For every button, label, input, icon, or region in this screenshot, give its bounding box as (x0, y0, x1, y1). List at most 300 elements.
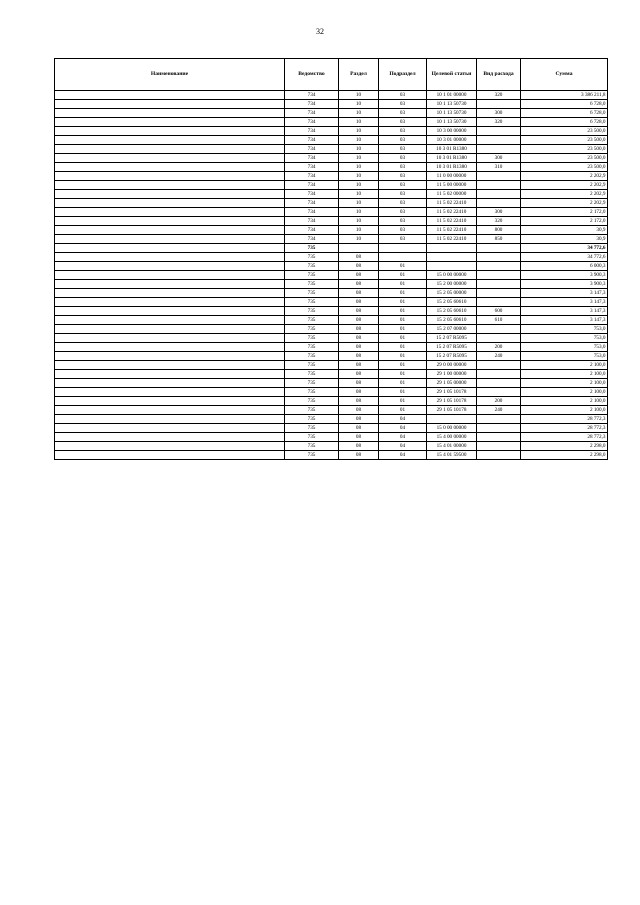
cell-subsection: 03 (379, 226, 427, 235)
cell-name (55, 100, 285, 109)
table-row (55, 289, 608, 298)
cell-expense-type (477, 190, 521, 199)
cell-sum: 6 728,0 (521, 118, 608, 127)
cell-ministry: 735 (285, 352, 339, 361)
table-row (55, 325, 608, 334)
cell-sum: 3 900,3 (521, 271, 608, 280)
cell-name (55, 406, 285, 415)
cell-name (55, 271, 285, 280)
cell-expense-type (477, 442, 521, 451)
cell-section: 10 (339, 172, 379, 181)
page-number: 32 (316, 27, 324, 36)
cell-ministry: 735 (285, 253, 339, 262)
cell-target: 29 1 00 00000 (427, 370, 477, 379)
cell-sum: 3 900,3 (521, 280, 608, 289)
cell-sum: 6 728,0 (521, 100, 608, 109)
cell-sum: 2 202,9 (521, 172, 608, 181)
cell-expense-type: 600 (477, 307, 521, 316)
table-row (55, 388, 608, 397)
cell-sum: 3 147,3 (521, 307, 608, 316)
cell-target: 10 1 13 50730 (427, 109, 477, 118)
cell-section (339, 244, 379, 253)
cell-target: 15 2 05 60610 (427, 307, 477, 316)
cell-sum: 3 147,3 (521, 316, 608, 325)
cell-name (55, 442, 285, 451)
cell-expense-type: 240 (477, 406, 521, 415)
cell-section: 08 (339, 379, 379, 388)
cell-ministry: 734 (285, 235, 339, 244)
cell-name (55, 91, 285, 100)
cell-ministry: 734 (285, 172, 339, 181)
cell-section: 10 (339, 217, 379, 226)
cell-subsection (379, 253, 427, 262)
cell-ministry: 734 (285, 91, 339, 100)
cell-section: 08 (339, 253, 379, 262)
cell-section: 08 (339, 298, 379, 307)
cell-ministry: 735 (285, 316, 339, 325)
table-body (55, 91, 608, 460)
cell-section: 08 (339, 334, 379, 343)
cell-subsection: 01 (379, 361, 427, 370)
cell-subsection: 03 (379, 199, 427, 208)
cell-expense-type: 300 (477, 109, 521, 118)
table-row (55, 190, 608, 199)
cell-section: 08 (339, 325, 379, 334)
cell-sum: 23 500,0 (521, 145, 608, 154)
cell-section: 08 (339, 280, 379, 289)
cell-section: 10 (339, 91, 379, 100)
cell-name (55, 253, 285, 262)
cell-section: 08 (339, 307, 379, 316)
cell-expense-type (477, 334, 521, 343)
cell-sum: 753,0 (521, 325, 608, 334)
cell-ministry: 734 (285, 208, 339, 217)
cell-section: 08 (339, 271, 379, 280)
table-row (55, 451, 608, 460)
cell-name (55, 154, 285, 163)
table-row (55, 307, 608, 316)
cell-section: 10 (339, 109, 379, 118)
cell-target: 15 2 07 R5095 (427, 352, 477, 361)
cell-expense-type (477, 424, 521, 433)
cell-expense-type: 300 (477, 154, 521, 163)
cell-section: 10 (339, 190, 379, 199)
cell-subsection: 03 (379, 217, 427, 226)
cell-sum: 34 772,6 (521, 244, 608, 253)
table-row (55, 181, 608, 190)
header-section: Раздел (339, 59, 379, 91)
cell-expense-type (477, 271, 521, 280)
cell-subsection: 03 (379, 235, 427, 244)
cell-expense-type (477, 181, 521, 190)
cell-target (427, 415, 477, 424)
cell-section: 08 (339, 343, 379, 352)
cell-section: 08 (339, 424, 379, 433)
cell-sum: 2 202,9 (521, 199, 608, 208)
cell-expense-type (477, 136, 521, 145)
cell-subsection: 01 (379, 334, 427, 343)
cell-name (55, 190, 285, 199)
cell-name (55, 280, 285, 289)
cell-target: 15 4 01 00000 (427, 442, 477, 451)
cell-subsection: 01 (379, 352, 427, 361)
table-row (55, 154, 608, 163)
header-expense-type: Вид расхода (477, 59, 521, 91)
cell-sum: 2 172,0 (521, 217, 608, 226)
cell-section: 08 (339, 289, 379, 298)
cell-subsection: 03 (379, 181, 427, 190)
cell-ministry: 735 (285, 280, 339, 289)
cell-name (55, 316, 285, 325)
cell-target: 11 5 02 22410 (427, 226, 477, 235)
cell-subsection: 04 (379, 451, 427, 460)
cell-expense-type: 200 (477, 397, 521, 406)
cell-target: 15 0 00 00000 (427, 424, 477, 433)
cell-ministry: 735 (285, 262, 339, 271)
cell-target: 29 1 05 10178 (427, 406, 477, 415)
table-row (55, 370, 608, 379)
cell-ministry: 734 (285, 190, 339, 199)
cell-ministry: 735 (285, 424, 339, 433)
header-name: Наименование (55, 59, 285, 91)
cell-section: 10 (339, 100, 379, 109)
cell-expense-type (477, 127, 521, 136)
table-row (55, 433, 608, 442)
cell-sum: 2 298,0 (521, 442, 608, 451)
cell-expense-type: 320 (477, 91, 521, 100)
cell-target: 29 1 05 00000 (427, 379, 477, 388)
table-row (55, 253, 608, 262)
cell-expense-type: 310 (477, 163, 521, 172)
cell-expense-type (477, 388, 521, 397)
cell-sum: 753,0 (521, 343, 608, 352)
cell-expense-type (477, 280, 521, 289)
cell-ministry: 735 (285, 406, 339, 415)
cell-name (55, 433, 285, 442)
cell-subsection (379, 244, 427, 253)
cell-target: 11 5 02 00000 (427, 190, 477, 199)
cell-ministry: 735 (285, 415, 339, 424)
cell-ministry: 734 (285, 145, 339, 154)
cell-ministry: 735 (285, 397, 339, 406)
cell-subsection: 01 (379, 316, 427, 325)
cell-subsection: 03 (379, 172, 427, 181)
cell-target: 15 0 00 00000 (427, 271, 477, 280)
cell-name (55, 262, 285, 271)
cell-ministry: 734 (285, 109, 339, 118)
cell-target: 11 5 00 00000 (427, 181, 477, 190)
cell-target: 11 5 02 22410 (427, 208, 477, 217)
cell-name (55, 289, 285, 298)
cell-name (55, 244, 285, 253)
budget-table (54, 58, 608, 460)
table-row (55, 145, 608, 154)
cell-ministry: 735 (285, 442, 339, 451)
cell-subsection: 01 (379, 388, 427, 397)
cell-ministry: 735 (285, 370, 339, 379)
cell-sum: 23 500,0 (521, 154, 608, 163)
cell-subsection: 03 (379, 127, 427, 136)
cell-subsection: 03 (379, 190, 427, 199)
table-header-row (55, 59, 608, 91)
cell-name (55, 415, 285, 424)
cell-subsection: 04 (379, 424, 427, 433)
cell-subsection: 01 (379, 343, 427, 352)
cell-ministry: 735 (285, 289, 339, 298)
table-row (55, 361, 608, 370)
table-row (55, 118, 608, 127)
cell-expense-type (477, 379, 521, 388)
cell-sum: 2 100,0 (521, 388, 608, 397)
cell-name (55, 370, 285, 379)
cell-name (55, 163, 285, 172)
cell-target: 29 1 05 10178 (427, 397, 477, 406)
cell-target: 15 2 07 R5095 (427, 334, 477, 343)
cell-sum: 2 202,9 (521, 181, 608, 190)
cell-sum: 3 147,3 (521, 289, 608, 298)
table-row (55, 397, 608, 406)
table-row (55, 136, 608, 145)
table-row (55, 280, 608, 289)
header-target: Целевой статьи (427, 59, 477, 91)
table-row (55, 271, 608, 280)
table-row (55, 100, 608, 109)
cell-subsection: 03 (379, 145, 427, 154)
cell-expense-type (477, 145, 521, 154)
table-row (55, 262, 608, 271)
cell-subsection: 03 (379, 118, 427, 127)
header-subsection: Подраздел (379, 59, 427, 91)
cell-name (55, 379, 285, 388)
cell-sum: 2 172,0 (521, 208, 608, 217)
cell-name (55, 226, 285, 235)
cell-sum: 28 772,3 (521, 424, 608, 433)
cell-subsection: 01 (379, 271, 427, 280)
cell-subsection: 01 (379, 262, 427, 271)
table-row (55, 442, 608, 451)
cell-expense-type: 800 (477, 226, 521, 235)
cell-sum: 2 100,0 (521, 406, 608, 415)
cell-section: 10 (339, 136, 379, 145)
table-row (55, 217, 608, 226)
table-row (55, 91, 608, 100)
cell-section: 08 (339, 262, 379, 271)
cell-subsection: 03 (379, 208, 427, 217)
cell-name (55, 325, 285, 334)
cell-subsection: 01 (379, 280, 427, 289)
cell-ministry: 734 (285, 118, 339, 127)
cell-section: 08 (339, 388, 379, 397)
cell-target (427, 262, 477, 271)
cell-target: 15 2 05 00000 (427, 289, 477, 298)
cell-sum: 28 772,3 (521, 415, 608, 424)
cell-ministry: 735 (285, 271, 339, 280)
cell-name (55, 127, 285, 136)
cell-target: 10 3 01 R1380 (427, 145, 477, 154)
cell-ministry: 734 (285, 181, 339, 190)
cell-section: 08 (339, 361, 379, 370)
cell-sum: 3 147,3 (521, 298, 608, 307)
cell-name (55, 307, 285, 316)
cell-expense-type (477, 298, 521, 307)
cell-expense-type (477, 289, 521, 298)
cell-name (55, 361, 285, 370)
table-row (55, 424, 608, 433)
cell-sum: 6 728,0 (521, 109, 608, 118)
cell-ministry: 734 (285, 136, 339, 145)
cell-section: 10 (339, 154, 379, 163)
cell-section: 10 (339, 163, 379, 172)
cell-section: 10 (339, 127, 379, 136)
cell-sum: 23 500,0 (521, 136, 608, 145)
cell-ministry: 734 (285, 226, 339, 235)
cell-subsection: 01 (379, 325, 427, 334)
cell-sum: 2 100,0 (521, 397, 608, 406)
cell-section: 08 (339, 370, 379, 379)
cell-expense-type (477, 451, 521, 460)
table-row (55, 163, 608, 172)
cell-sum: 30,9 (521, 226, 608, 235)
cell-target: 29 1 05 10178 (427, 388, 477, 397)
cell-section: 08 (339, 316, 379, 325)
cell-sum: 23 500,0 (521, 127, 608, 136)
cell-section: 08 (339, 406, 379, 415)
cell-name (55, 235, 285, 244)
cell-ministry: 735 (285, 343, 339, 352)
cell-section: 10 (339, 145, 379, 154)
cell-name (55, 424, 285, 433)
cell-name (55, 451, 285, 460)
table-row (55, 127, 608, 136)
cell-section: 08 (339, 433, 379, 442)
cell-expense-type (477, 433, 521, 442)
cell-ministry: 735 (285, 388, 339, 397)
cell-expense-type (477, 361, 521, 370)
cell-target: 15 4 00 00000 (427, 433, 477, 442)
cell-target: 10 1 01 00000 (427, 91, 477, 100)
cell-sum: 2 100,0 (521, 370, 608, 379)
cell-subsection: 04 (379, 415, 427, 424)
cell-sum: 2 202,9 (521, 190, 608, 199)
table-row (55, 343, 608, 352)
cell-name (55, 334, 285, 343)
cell-subsection: 04 (379, 433, 427, 442)
cell-subsection: 01 (379, 289, 427, 298)
header-sum: Сумма (521, 59, 608, 91)
table-row (55, 199, 608, 208)
cell-expense-type (477, 415, 521, 424)
table-row (55, 109, 608, 118)
cell-name (55, 298, 285, 307)
cell-sum: 30,9 (521, 235, 608, 244)
cell-subsection: 03 (379, 100, 427, 109)
cell-expense-type: 200 (477, 343, 521, 352)
cell-target: 15 4 01 59500 (427, 451, 477, 460)
cell-section: 08 (339, 352, 379, 361)
table-row (55, 379, 608, 388)
cell-ministry: 734 (285, 127, 339, 136)
cell-sum: 28 772,3 (521, 433, 608, 442)
cell-ministry: 735 (285, 334, 339, 343)
cell-name (55, 172, 285, 181)
header-ministry: Ведомство (285, 59, 339, 91)
cell-expense-type: 320 (477, 118, 521, 127)
cell-subsection: 03 (379, 163, 427, 172)
cell-subsection: 01 (379, 370, 427, 379)
cell-expense-type: 320 (477, 217, 521, 226)
cell-name (55, 352, 285, 361)
cell-target: 15 2 05 60610 (427, 298, 477, 307)
cell-target: 15 2 07 R5095 (427, 343, 477, 352)
cell-sum: 34 772,6 (521, 253, 608, 262)
cell-target: 29 0 00 00000 (427, 361, 477, 370)
cell-name (55, 145, 285, 154)
cell-expense-type (477, 262, 521, 271)
cell-ministry: 734 (285, 199, 339, 208)
cell-sum: 753,0 (521, 334, 608, 343)
table-row (55, 226, 608, 235)
cell-ministry: 735 (285, 325, 339, 334)
cell-expense-type (477, 199, 521, 208)
table-row (55, 316, 608, 325)
cell-name (55, 343, 285, 352)
cell-expense-type: 610 (477, 316, 521, 325)
table-row (55, 244, 608, 253)
cell-name (55, 109, 285, 118)
cell-sum: 2 100,0 (521, 361, 608, 370)
cell-ministry: 735 (285, 361, 339, 370)
table-row (55, 235, 608, 244)
cell-ministry: 735 (285, 298, 339, 307)
cell-sum: 3 386 211,8 (521, 91, 608, 100)
cell-ministry: 734 (285, 163, 339, 172)
cell-section: 08 (339, 451, 379, 460)
cell-section: 08 (339, 442, 379, 451)
cell-section: 10 (339, 235, 379, 244)
cell-target: 11 5 02 22410 (427, 199, 477, 208)
table-row (55, 415, 608, 424)
cell-ministry: 735 (285, 451, 339, 460)
cell-subsection: 01 (379, 406, 427, 415)
cell-name (55, 217, 285, 226)
cell-target: 10 1 13 50730 (427, 100, 477, 109)
cell-sum: 6 000,3 (521, 262, 608, 271)
cell-expense-type: 300 (477, 208, 521, 217)
cell-expense-type (477, 244, 521, 253)
cell-sum: 23 500,0 (521, 163, 608, 172)
table-row (55, 334, 608, 343)
cell-section: 10 (339, 208, 379, 217)
cell-target: 15 2 00 00000 (427, 280, 477, 289)
cell-subsection: 01 (379, 379, 427, 388)
cell-name (55, 397, 285, 406)
cell-target: 10 1 13 50730 (427, 118, 477, 127)
cell-name (55, 199, 285, 208)
cell-ministry: 735 (285, 379, 339, 388)
cell-target: 10 3 01 R1380 (427, 163, 477, 172)
cell-subsection: 03 (379, 109, 427, 118)
cell-target: 10 3 00 00000 (427, 127, 477, 136)
cell-expense-type (477, 253, 521, 262)
cell-name (55, 208, 285, 217)
cell-expense-type: 240 (477, 352, 521, 361)
cell-section: 08 (339, 415, 379, 424)
table-row (55, 208, 608, 217)
cell-ministry: 734 (285, 154, 339, 163)
cell-sum: 2 100,0 (521, 379, 608, 388)
cell-target: 11 5 02 22410 (427, 235, 477, 244)
table-row (55, 352, 608, 361)
